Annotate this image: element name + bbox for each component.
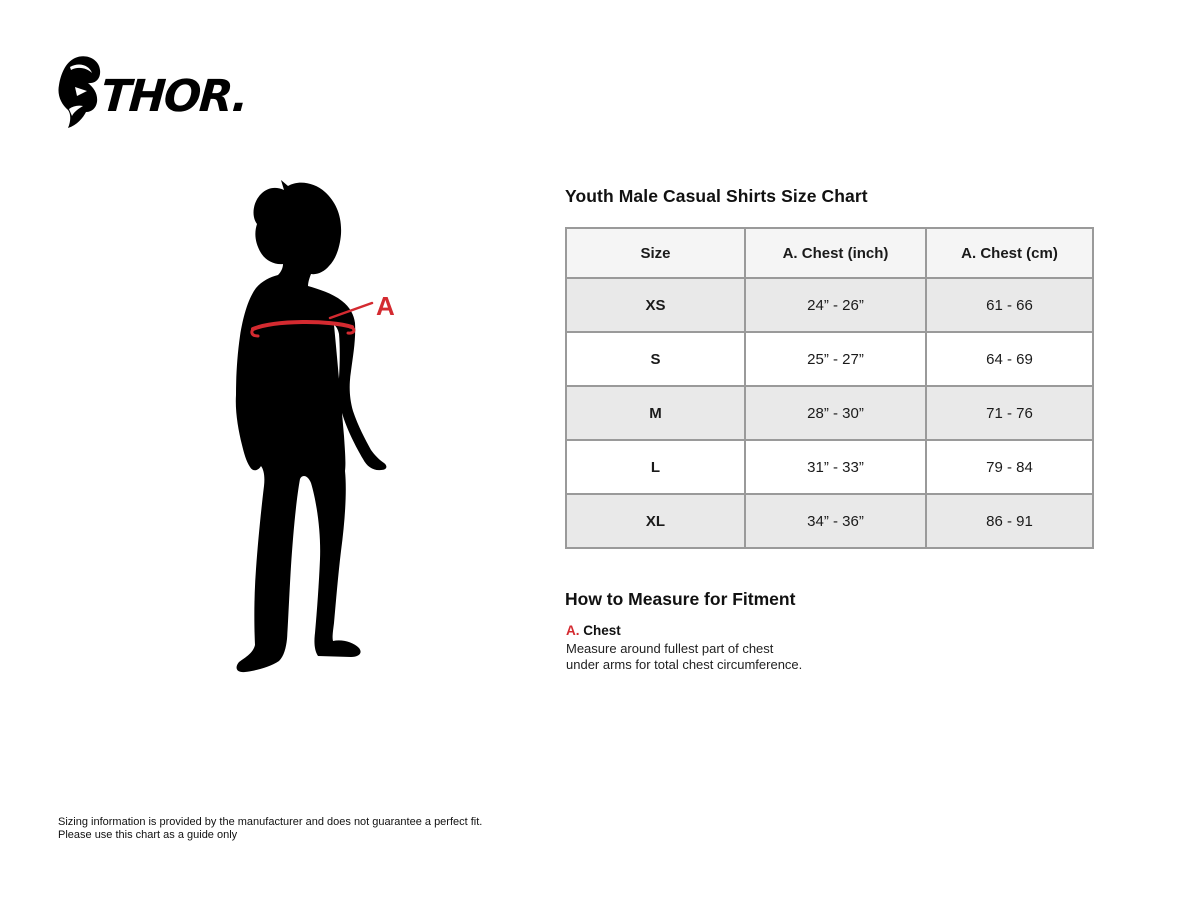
goat-head-icon (58, 56, 100, 128)
size-value: S (566, 332, 745, 386)
chest-inch-value: 34” - 36” (745, 494, 926, 548)
table-row (566, 278, 1093, 332)
chest-inch-value: 28” - 30” (745, 386, 926, 440)
chest-cm-value: 86 - 91 (926, 494, 1093, 548)
size-value: L (566, 440, 745, 494)
sizing-disclaimer-line1: Sizing information is provided by the manufacturer and does not guarantee a perfect fit. (58, 816, 483, 828)
measure-item-description: Measure around fullest part of chest under arms for total chest circumference. (566, 641, 803, 672)
table-row (566, 440, 1093, 494)
sizing-disclaimer (58, 816, 482, 841)
chest-cm-value: 71 - 76 (926, 386, 1093, 440)
size-value: XS (566, 278, 745, 332)
size-chart-title: Youth Male Casual Shirts Size Chart (565, 186, 868, 206)
table-row (566, 494, 1093, 548)
measure-guide-title: How to Measure for Fitment (565, 589, 796, 609)
table-row (566, 332, 1093, 386)
child-silhouette (200, 170, 460, 710)
chest-cm-value: 64 - 69 (926, 332, 1093, 386)
column-header-chest-cm: A. Chest (cm) (926, 228, 1093, 278)
sizing-disclaimer-line2: Please use this chart as a guide only (58, 828, 238, 841)
chest-inch-value: 25” - 27” (745, 332, 926, 386)
measure-item-heading (566, 623, 621, 638)
measure-item-key: A. (566, 623, 580, 638)
chest-inch-value: 24” - 26” (745, 278, 926, 332)
column-header-size: Size (566, 228, 745, 278)
size-chart-table (565, 227, 1094, 549)
chest-cm-value: 79 - 84 (926, 440, 1093, 494)
logo-wordmark: THOR. (99, 71, 249, 122)
size-value: XL (566, 494, 745, 548)
child-silhouette-body (236, 180, 387, 672)
chest-inch-value: 31” - 33” (745, 440, 926, 494)
chest-label-a: A (376, 291, 395, 321)
measure-item-name: Chest (583, 623, 621, 638)
size-value: M (566, 386, 745, 440)
thor-logo-graphic (56, 54, 251, 130)
measurement-diagram (200, 170, 460, 710)
brand-logo (56, 54, 251, 130)
chest-cm-value: 61 - 66 (926, 278, 1093, 332)
table-header-row (566, 228, 1093, 278)
column-header-chest-inch: A. Chest (inch) (745, 228, 926, 278)
table-row (566, 386, 1093, 440)
